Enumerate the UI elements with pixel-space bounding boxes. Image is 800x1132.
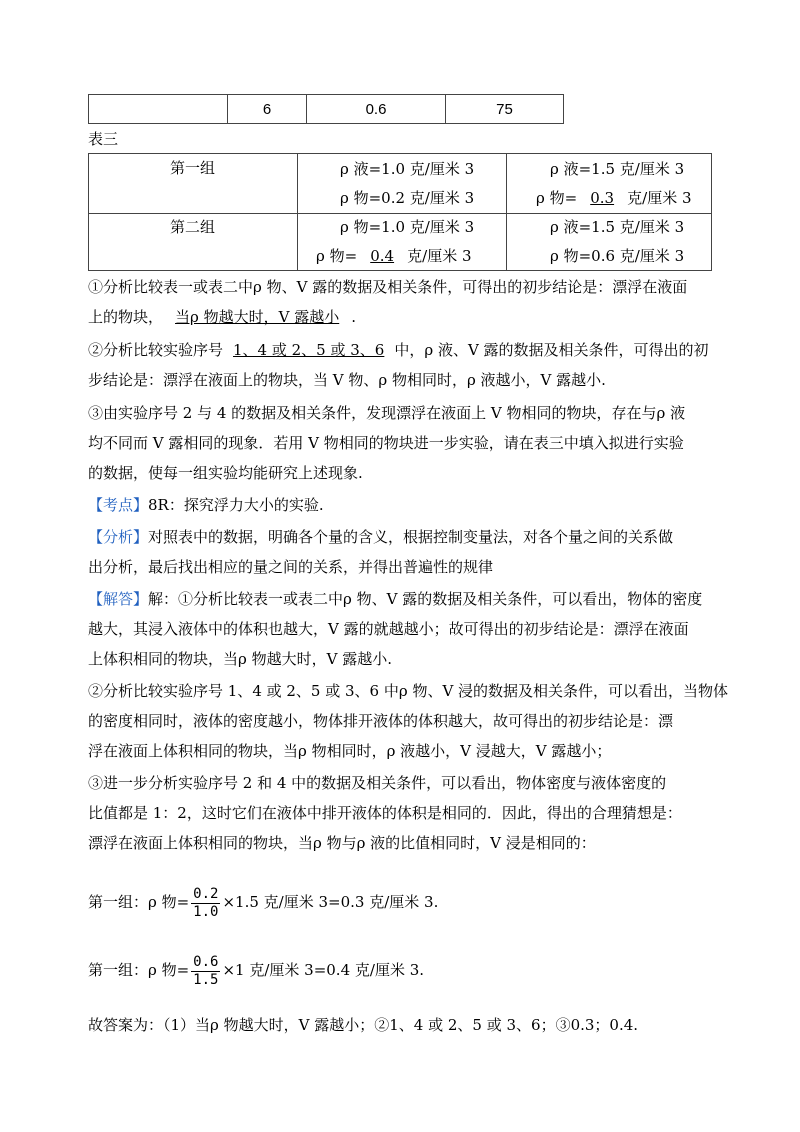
q1-answer: 当ρ 物越大时，V 露越小 — [175, 308, 340, 326]
q1-post: . — [351, 308, 356, 326]
calc1-den: 1.0 — [193, 903, 219, 920]
q2-line1 — [88, 340, 709, 360]
fenxi-tag: 【分析】 — [88, 528, 149, 546]
kaodian-text: 8R：探究浮力大小的实验. — [148, 496, 324, 514]
top-cell-0.6: 0.6 — [307, 95, 446, 124]
kaodian-tag: 【考点】 — [88, 496, 149, 514]
calc1-post: ×1.5 克/厘米 3=0.3 克/厘米 3. — [222, 893, 439, 911]
row1-c3-answer: 0.3 — [590, 189, 615, 207]
table3 — [88, 153, 712, 270]
row1-c2-l1: ρ 液=1.0 克/厘米 3 — [340, 160, 475, 178]
fenxi-line1 — [88, 527, 673, 547]
q1-line2 — [88, 307, 356, 327]
row2-c3-l1: ρ 液=1.5 克/厘米 3 — [550, 218, 685, 236]
calc1-pre: 第一组：ρ 物= — [88, 893, 190, 911]
q2-post: 中，ρ 液、V 露的数据及相关条件，可得出的初 — [394, 341, 709, 359]
calc1-num: 0.2 — [193, 885, 219, 902]
jieda-line5: 的密度相同时，液体的密度越小，物体排开液体的体积越大，故可得出的初步结论是：漂 — [88, 712, 674, 730]
calc2-post: ×1 克/厘米 3=0.4 克/厘米 3. — [222, 961, 425, 979]
row2-c2-answer: 0.4 — [370, 247, 395, 265]
top-cell-75: 75 — [446, 95, 564, 124]
calc2-num: 0.6 — [193, 953, 219, 970]
kaodian — [88, 495, 324, 515]
row1-label: 第一组 — [170, 159, 216, 177]
jieda-line4: ②分析比较实验序号 1、4 或 2、5 或 3、6 中ρ 物、V 浸的数据及相关条件，可以看出，当物体 — [88, 682, 729, 700]
row2-c2-l2 — [316, 245, 472, 266]
row1-c2-l2: ρ 物=0.2 克/厘米 3 — [340, 189, 475, 207]
top-cell-empty — [89, 95, 228, 124]
row2-c3-l2: ρ 物=0.6 克/厘米 3 — [550, 247, 685, 265]
q3-line1: ③由实验序号 2 与 4 的数据及相关条件，发现漂浮在液面上 V 物相同的物块，存在与ρ 液 — [88, 404, 686, 422]
row1-c3-l2 — [536, 187, 692, 208]
calc1 — [88, 882, 438, 922]
calc2 — [88, 950, 424, 990]
jieda-line1 — [88, 589, 702, 609]
calc2-den: 1.5 — [193, 971, 219, 988]
q3-line2: 均不同而 V 露相同的现象．若用 V 物相同的物块进一步实验，请在表三中填入拟进行实验 — [88, 434, 684, 452]
jieda-line3: 上体积相同的物块，当ρ 物越大时，V 露越小. — [88, 650, 392, 668]
row1-c3-post: 克/厘米 3 — [627, 189, 692, 207]
row2-label: 第二组 — [170, 218, 216, 236]
jieda-line8: 比值都是 1：2，这时它们在液体中排开液体的体积是相同的．因此，得出的合理猜想是： — [88, 804, 682, 822]
calc2-fraction — [191, 954, 220, 989]
calc1-fraction — [191, 886, 220, 921]
q1-pre: 上的物块， — [88, 308, 164, 326]
jieda-line6: 浮在液面上体积相同的物块，当ρ 物相同时，ρ 液越小，V 浸越大，V 露越小； — [88, 742, 612, 760]
jieda-tag: 【解答】 — [88, 590, 149, 608]
table3-caption: 表三 — [88, 130, 119, 148]
jieda-line2: 越大，其浸入液体中的体积也越大，V 露的就越越小；故可得出的初步结论是：漂浮在液面 — [88, 620, 689, 638]
q2-line2: 步结论是：漂浮在液面上的物块，当 V 物、ρ 物相同时，ρ 液越小，V 露越小. — [88, 371, 606, 389]
final-answer: 故答案为：（1）当ρ 物越大时，V 露越小；②1、4 或 2、5 或 3、6；③0.3；0.4. — [88, 1016, 639, 1034]
top-table — [88, 94, 564, 124]
q2-answer: 1、4 或 2、5 或 3、6 — [233, 341, 385, 359]
row2-c2-pre: ρ 物= — [316, 247, 358, 265]
jieda-line7: ③进一步分析实验序号 2 和 4 中的数据及相关条件，可以看出，物体密度与液体密度的 — [88, 774, 667, 792]
jieda-text: 解：①分析比较表一或表二中ρ 物、V 露的数据及相关条件，可以看出，物体的密度 — [148, 590, 703, 608]
calc2-pre: 第一组：ρ 物= — [88, 961, 190, 979]
row1-c3-l1: ρ 液=1.5 克/厘米 3 — [550, 160, 685, 178]
q2-pre: ②分析比较实验序号 — [88, 341, 224, 359]
q1-line1: ①分析比较表一或表二中ρ 物、V 露的数据及相关条件，可得出的初步结论是：漂浮在液面 — [88, 278, 688, 296]
fenxi-line2: 出分析，最后找出相应的量之间的关系，并得出普遍性的规律 — [88, 558, 494, 576]
q3-line3: 的数据，使每一组实验均能研究上述现象. — [88, 464, 363, 482]
row2-c2-post: 克/厘米 3 — [407, 247, 472, 265]
row1-c3-pre: ρ 物= — [536, 189, 578, 207]
jieda-line9: 漂浮在液面上体积相同的物块，当ρ 物与ρ 液的比值相同时，V 浸是相同的： — [88, 834, 596, 852]
row2-c2-l1: ρ 物=1.0 克/厘米 3 — [340, 218, 475, 236]
top-cell-6: 6 — [228, 95, 307, 124]
fenxi-text: 对照表中的数据，明确各个量的含义，根据控制变量法，对各个量之间的关系做 — [148, 528, 674, 546]
